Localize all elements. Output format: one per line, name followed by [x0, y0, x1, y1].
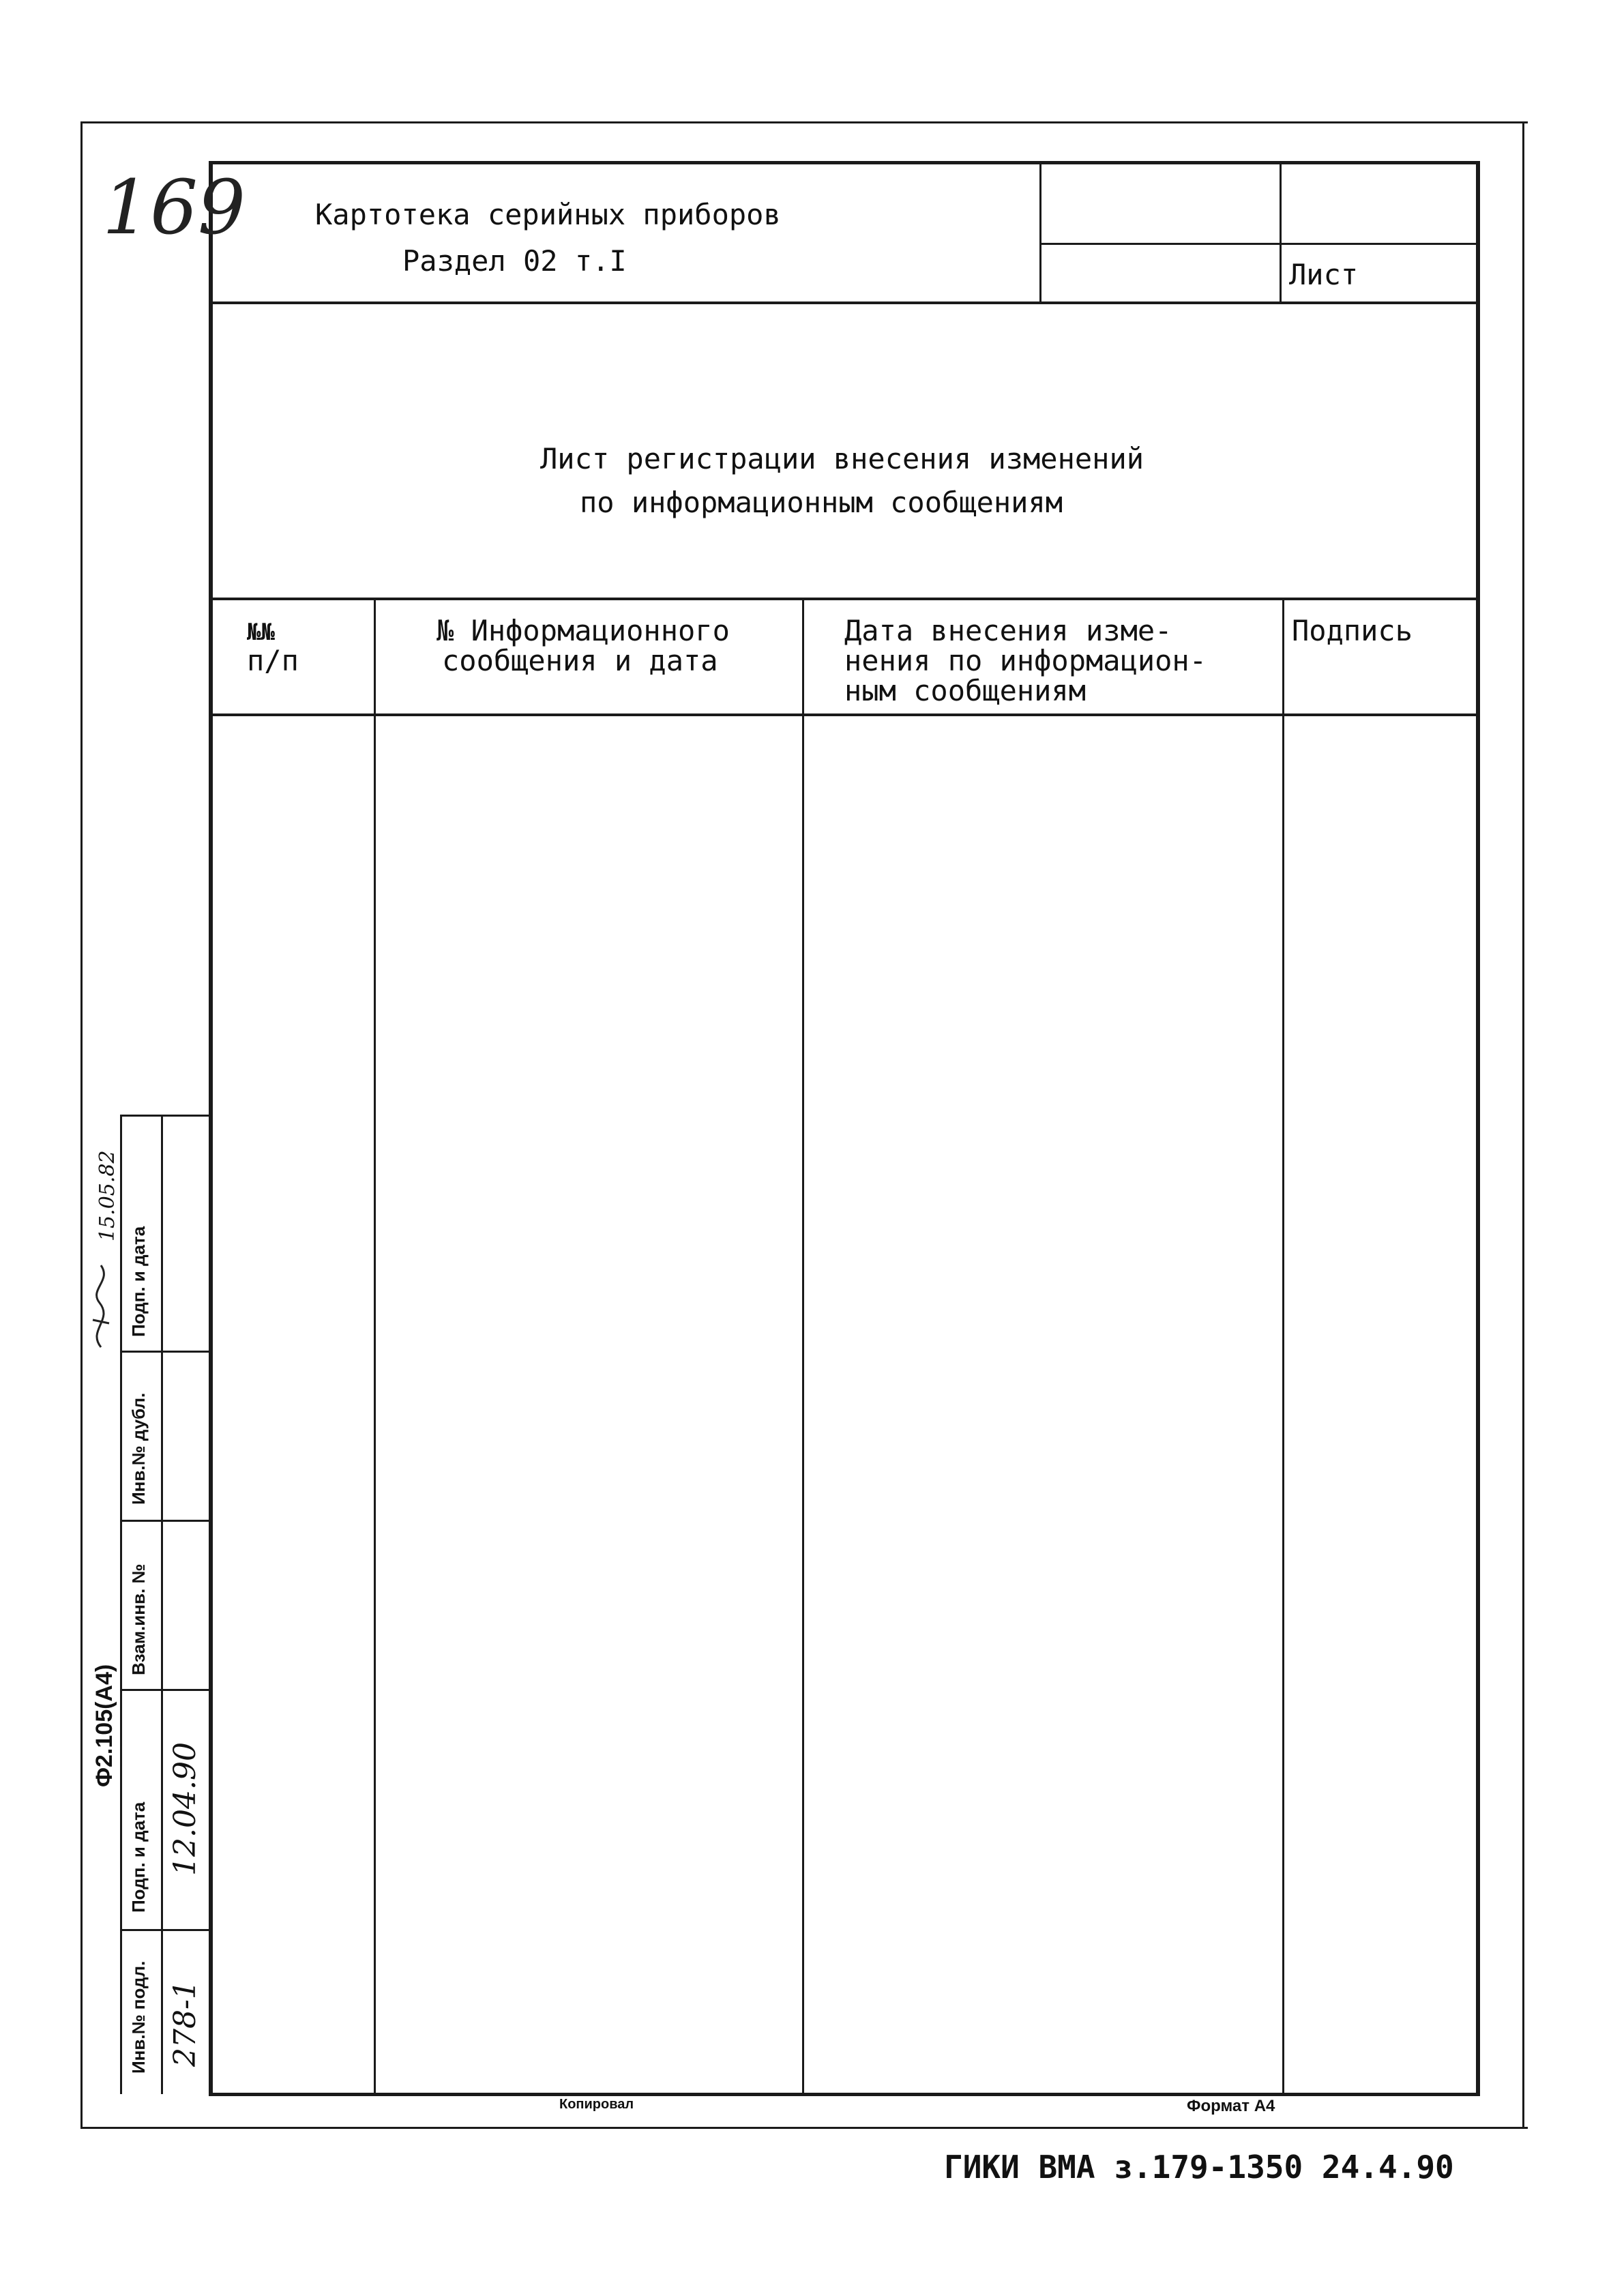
header-hline-mid [1041, 243, 1479, 245]
form-heading-line1: Лист регистрации внесения изменений [540, 442, 1144, 475]
form-heading-line2: по информационным сообщениям [580, 486, 1063, 519]
stamp-row-4 [120, 1929, 211, 1931]
top-signature-date: 15.05.82 [95, 1150, 119, 1241]
col-header-date-line3: ным сообщениям [844, 674, 1087, 707]
header-bottom-line [211, 301, 1479, 304]
frame-bottom [209, 2093, 1480, 2096]
footer-format: Формат А4 [1187, 2097, 1275, 2115]
col-sep-1 [374, 599, 376, 2094]
header-title-line2: Раздел 02 т.I [402, 244, 627, 278]
stamp-label-sign-date-1: Подп. и дата [128, 1801, 149, 1913]
col-header-date-line2: нения по информацион- [844, 644, 1207, 677]
sheet-label: Лист [1289, 258, 1359, 291]
stamp-label-replace-inv: Взам.инв. № [128, 1563, 149, 1675]
stamp-row-3 [120, 1689, 211, 1691]
stamp-row-2 [120, 1520, 211, 1522]
table-header-bottom [211, 713, 1479, 716]
stamp-col-b [161, 1115, 163, 2094]
stamp-top [120, 1115, 211, 1117]
page-number: 169 [102, 164, 246, 251]
outer-frame-right [1522, 121, 1524, 2128]
col-header-date-line1: Дата внесения изме- [844, 614, 1172, 647]
stamp-label-inv-dup: Инв.№ дубл. [128, 1392, 149, 1505]
signature-scribble [80, 1255, 121, 1351]
frame-left [209, 161, 213, 2095]
frame-right [1476, 161, 1480, 2095]
header-divider-2 [1280, 162, 1282, 303]
col-header-signature: Подпись [1292, 614, 1413, 647]
header-title-line1: Картотека серийных приборов [315, 198, 781, 231]
table-header-top [211, 598, 1479, 600]
stamp-value-inv-orig: 278-1 [168, 1980, 203, 2067]
outer-frame-bottom [80, 2127, 1528, 2129]
col-header-number-line1: №№ [247, 619, 275, 646]
footer-copied: Копировал [559, 2097, 634, 2112]
stamp-label-inv-orig: Инв.№ подл. [128, 1960, 149, 2074]
col-header-message-line1: № Информационного [437, 614, 730, 647]
header-divider-1 [1039, 162, 1041, 303]
print-code: ГИКИ ВМА з.179-1350 24.4.90 [944, 2149, 1454, 2185]
col-header-number-line2: п/п [247, 644, 299, 677]
outer-frame-left [80, 121, 83, 2128]
col-header-message-line2: сообщения и дата [442, 644, 718, 677]
form-code: Ф2.105(А4) [91, 1664, 117, 1787]
col-sep-2 [802, 599, 804, 2094]
stamp-row-1 [120, 1351, 211, 1353]
frame-top [211, 161, 1479, 164]
outer-frame-top [80, 121, 1528, 123]
col-sep-3 [1282, 599, 1284, 2094]
stamp-value-sign-date-1: 12.04.90 [168, 1742, 203, 1876]
stamp-label-sign-date-2: Подп. и дата [128, 1226, 149, 1337]
